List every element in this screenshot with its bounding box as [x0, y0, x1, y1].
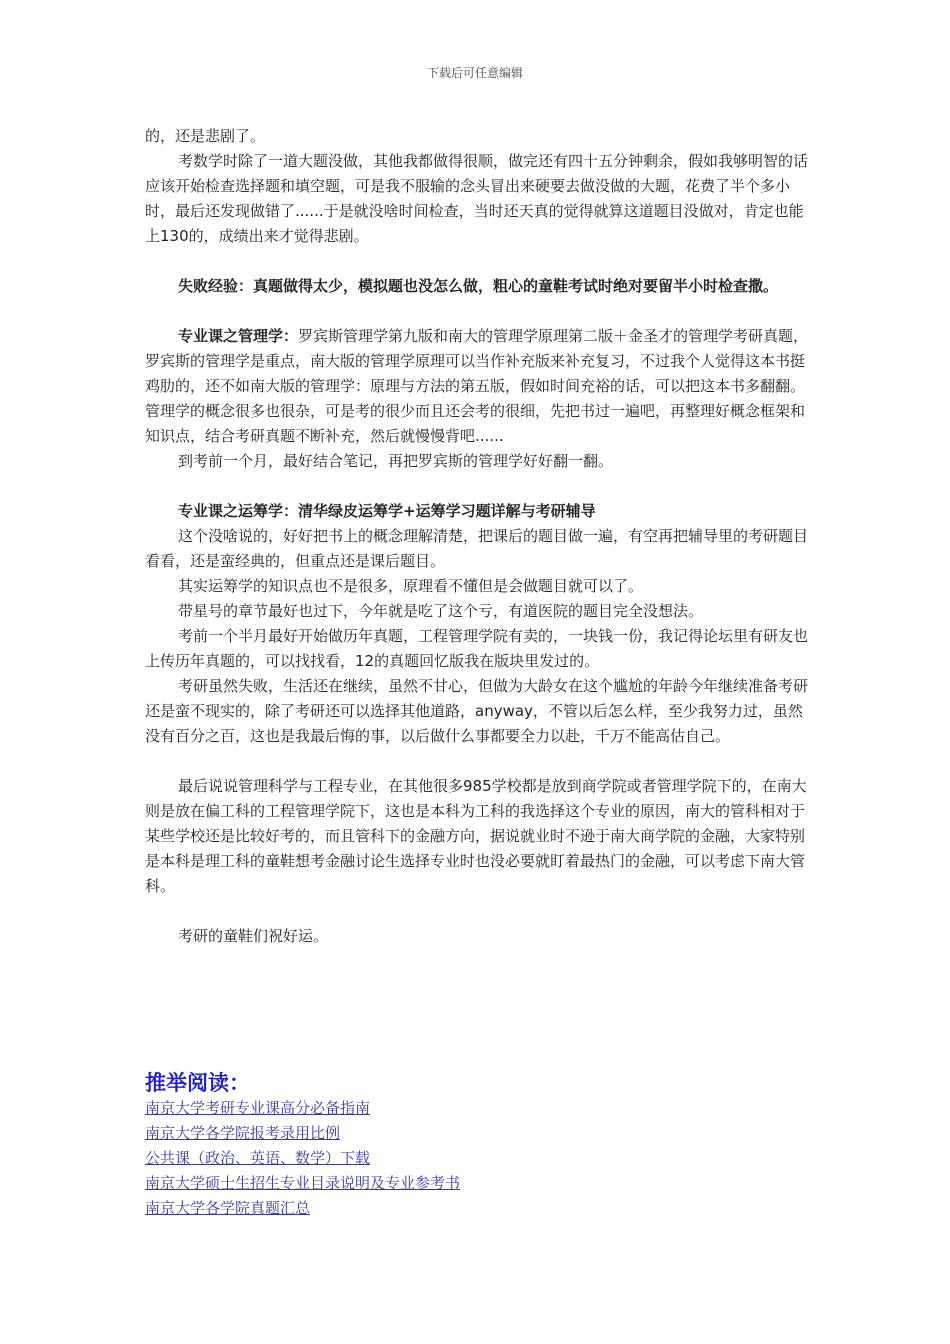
recommend-link[interactable]: 南京大学硕士生招生专业目录说明及专业参考书 [145, 1174, 461, 1192]
article-body [145, 124, 810, 949]
paragraph: 带星号的章节最好也过下，今年就是吃了这个亏，有道医院的题目完全没想法。 [178, 602, 704, 620]
recommend-link[interactable]: 南京大学考研专业课高分必备指南 [145, 1099, 371, 1117]
spacer [145, 749, 810, 774]
recommend-list [145, 1096, 460, 1221]
paragraph: 考研的童鞋们祝好运。 [178, 927, 329, 945]
recommend-link[interactable]: 公共课（政治、英语、数学）下载 [145, 1149, 371, 1167]
paragraph: 这个没啥说的，好好把书上的概念理解清楚，把课后的题目做一遍，有空再把辅导里的考研题目看看，还是蛮经典的，但重点还是课后题目。 [145, 527, 809, 570]
management-label: 专业课之管理学： [178, 327, 299, 345]
spacer [145, 249, 810, 274]
spacer [145, 299, 810, 324]
spacer [145, 474, 810, 499]
paragraph-management [145, 324, 810, 449]
paragraph: 考研虽然失败，生活还在继续，虽然不甘心，但做为大龄女在这个尴尬的年龄今年继续准备考研还是蛮不现实的，除了考研还可以选择其他道路，anyway，不管以后怎么样，至少我努力过，虽然没有百分之百，这也是我最后悔的事，以后做什么事都要全力以赴，千万不能高估自己。 [145, 677, 809, 745]
recommend-link[interactable]: 南京大学各学院报考录用比例 [145, 1124, 341, 1142]
operations-heading: 专业课之运筹学：清华绿皮运筹学+运筹学习题详解与考研辅导 [178, 502, 596, 520]
recommend-link[interactable]: 南京大学各学院真题汇总 [145, 1199, 311, 1217]
paragraph: 考前一个半月最好开始做历年真题，工程管理学院有卖的，一块钱一份，我记得论坛里有研友也上传历年真题的，可以找找看，12的真题回忆版我在版块里发过的。 [145, 627, 809, 670]
paragraph: 考数学时除了一道大题没做，其他我都做得很顺，做完还有四十五分钟剩余，假如我够明智的话应该开始检查选择题和填空题，可是我不服输的念头冒出来硬要去做没做的大题，花费了半个多小时，最后还发现做错了......于是就没啥时间检查，当时还天真的觉得就算这道题目没做对，肯定也能上130的，成绩出来才觉得悲剧。 [145, 152, 809, 245]
spacer [145, 899, 810, 924]
paragraph: 最后说说管理科学与工程专业，在其他很多985学校都是放到商学院或者管理学院下的，在南大则是放在偏工科的工程管理学院下，这也是本科为工科的我选择这个专业的原因，南大的管科相对于某些学校还是比较好考的，而且管科下的金融方向，据说就业时不逊于南大商学院的金融，大家特别是本科是理工科的童鞋想考金融讨论生选择专业时也没必要就盯着最热门的金融，可以考虑下南大管科。 [145, 777, 807, 895]
management-text: 罗宾斯管理学第九版和南大的管理学原理第二版＋金圣才的管理学考研真题，罗宾斯的管理学是重点，南大版的管理学原理可以当作补充版来补充复习，不过我个人觉得这本书挺鸡肋的，还不如南大版的管理学：原理与方法的第五版，假如时间充裕的话，可以把这本书多翻翻。管理学的概念很多也很杂，可是考的很少而且还会考的很细，先把书过一遍吧，再整理好概念框架和知识点，结合考研真题不断补充，然后就慢慢背吧...... [145, 327, 809, 445]
page-header: 下载后可任意编辑 [426, 66, 523, 80]
paragraph: 的，还是悲剧了。 [145, 127, 266, 145]
paragraph: 其实运筹学的知识点也不是很多，原理看不懂但是会做题目就可以了。 [178, 577, 644, 595]
recommend-title: 推举阅读： [145, 1070, 250, 1095]
failure-lesson: 失败经验：真题做得太少，模拟题也没怎么做，粗心的童鞋考试时绝对要留半小时检查撒。 [178, 277, 779, 295]
paragraph: 到考前一个月，最好结合笔记，再把罗宾斯的管理学好好翻一翻。 [178, 452, 614, 470]
